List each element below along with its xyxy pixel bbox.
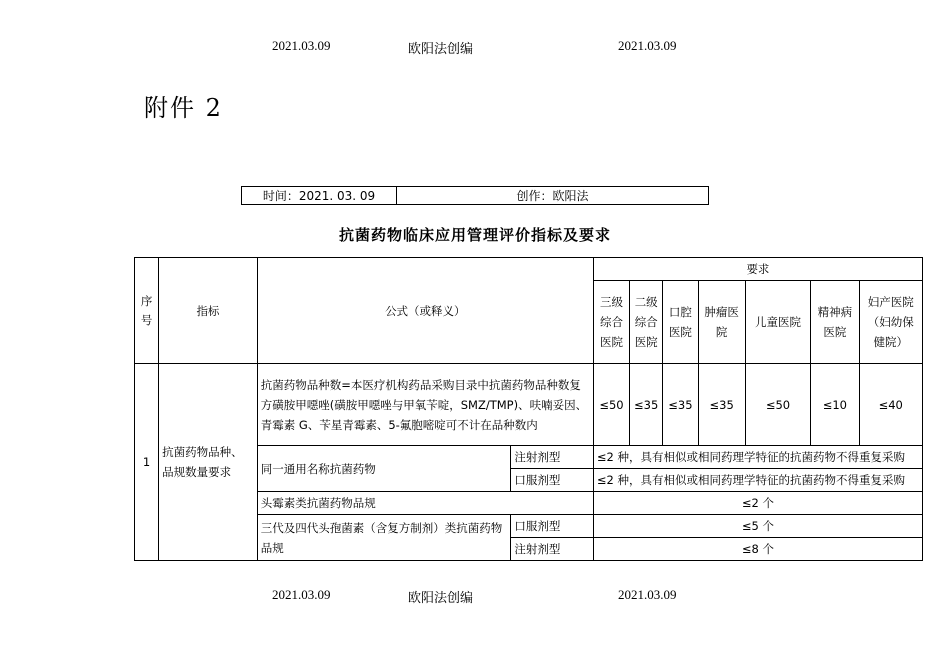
info-table — [241, 186, 709, 205]
header-date-right: 2021.03.09 — [618, 38, 677, 53]
footer-date-left: 2021.03.09 — [272, 587, 331, 602]
header-hospital-tier2: 二级综合医院 — [630, 281, 663, 364]
same-name-label: 同一通用名称抗菌药物 — [257, 446, 511, 492]
third-gen-injection-req: ≤8 个 — [593, 538, 922, 561]
info-time: 时间：2021. 03. 09 — [242, 187, 397, 205]
third-gen-oral: 口服剂型 — [511, 515, 594, 538]
header-hospital-tumor: 肿瘤医院 — [698, 281, 745, 364]
third-gen-oral-req: ≤5 个 — [593, 515, 922, 538]
same-name-injection: 注射剂型 — [511, 446, 594, 469]
formula-main: 抗菌药物品种数=本医疗机构药品采购目录中抗菌药物品种数复方磺胺甲噁唑(磺胺甲噁唑与甲氧苄啶，SMZ/TMP)、呋喃妥因、青霉素 G、苄星青霉素、5-氟胞嘧啶可不计在品种数内 — [257, 364, 593, 446]
header-no: 序号 — [135, 258, 159, 364]
cephalosporin-label: 头霉素类抗菌药物品规 — [257, 492, 593, 515]
same-name-oral-req: ≤2 种，具有相似或相同药理学特征的抗菌药物不得重复采购 — [593, 469, 922, 492]
footer-date-right: 2021.03.09 — [618, 587, 677, 602]
limit-tier3: ≤50 — [593, 364, 629, 446]
same-name-injection-req: ≤2 种，具有相似或相同药理学特征的抗菌药物不得重复采购 — [593, 446, 922, 469]
third-gen-injection: 注射剂型 — [511, 538, 594, 561]
header-author: 欧阳法创编 — [408, 41, 474, 56]
info-author: 创作：欧阳法 — [397, 187, 709, 205]
limit-mental: ≤10 — [811, 364, 859, 446]
header-hospital-tier3: 三级综合医院 — [593, 281, 629, 364]
document-title: 抗菌药物临床应用管理评价指标及要求 — [338, 226, 611, 244]
limit-maternity: ≤40 — [859, 364, 923, 446]
footer-author: 欧阳法创编 — [408, 590, 474, 605]
indicator-table — [134, 257, 923, 561]
header-formula: 公式（或释义） — [257, 258, 593, 364]
header-date-left: 2021.03.09 — [272, 38, 331, 53]
same-name-oral: 口服剂型 — [511, 469, 594, 492]
cephalosporin-req: ≤2 个 — [593, 492, 922, 515]
header-indicator: 指标 — [159, 258, 258, 364]
limit-children: ≤50 — [745, 364, 810, 446]
header-hospital-dental: 口腔医院 — [663, 281, 698, 364]
row-no: 1 — [135, 364, 159, 561]
limit-tumor: ≤35 — [698, 364, 745, 446]
third-gen-label: 三代及四代头孢菌素（含复方制剂）类抗菌药物品规 — [257, 515, 511, 561]
header-hospital-maternity: 妇产医院（妇幼保健院） — [859, 281, 923, 364]
header-hospital-children: 儿童医院 — [745, 281, 810, 364]
limit-tier2: ≤35 — [630, 364, 663, 446]
header-hospital-mental: 精神病医院 — [811, 281, 859, 364]
row-indicator: 抗菌药物品种、品规数量要求 — [159, 364, 258, 561]
limit-dental: ≤35 — [663, 364, 698, 446]
header-requirement: 要求 — [593, 258, 922, 281]
attachment-label: 附件 2 — [144, 94, 223, 122]
